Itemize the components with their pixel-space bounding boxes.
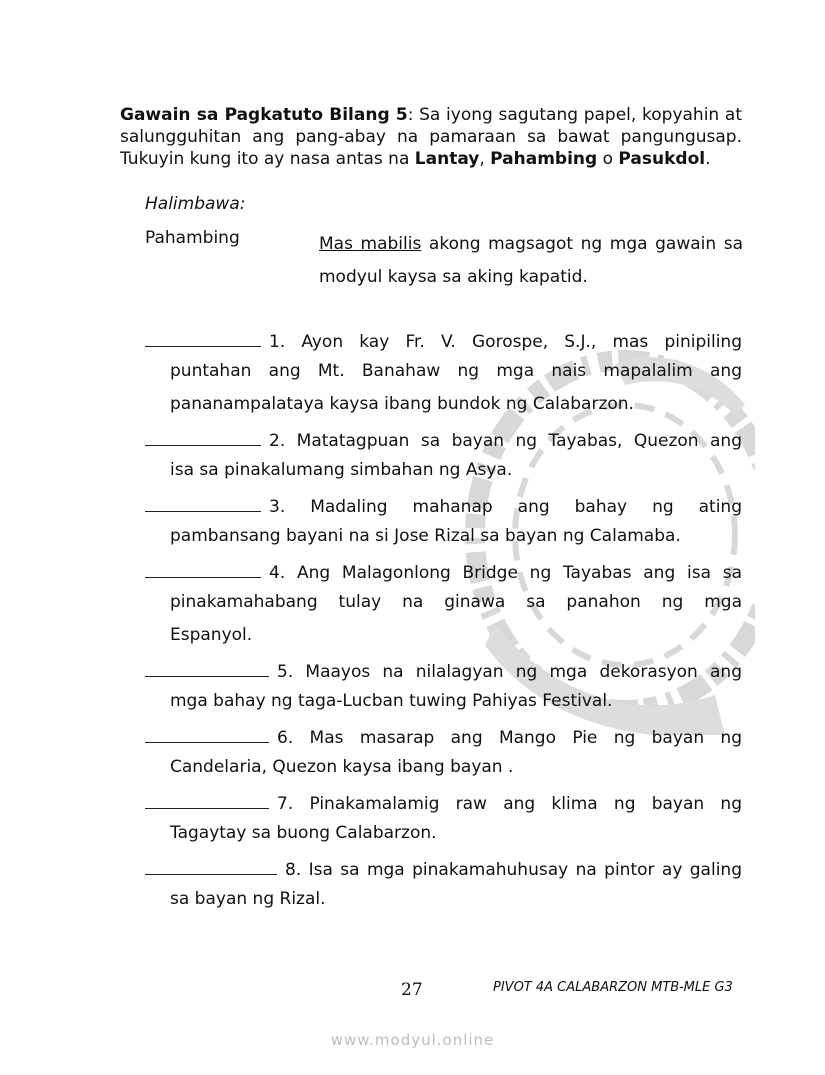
example-sentence-rest: akong magsagot ng mga gawain sa modyul kaysa sa aking kapatid.: [319, 234, 743, 287]
answer-blank[interactable]: [145, 718, 269, 743]
answer-blank[interactable]: [145, 322, 261, 347]
exercise-sentence-continuation: Tagaytay sa buong Calabarzon.: [170, 823, 437, 843]
exercise-first-line: [145, 553, 742, 586]
exercise-sentence-continuation: pananampalataya kaysa ibang bundok ng Calabarzon.: [170, 394, 634, 414]
exercise-sentence-continuation: pinakamahabang tulay na ginawa sa panahon ng mga: [170, 592, 742, 612]
exercise-sentence-continuation: sa bayan ng Rizal.: [170, 889, 326, 909]
exercise-sentence-continuation: Espanyol.: [170, 625, 253, 645]
answer-blank[interactable]: [145, 553, 261, 578]
level-lantay: Lantay: [414, 149, 480, 169]
exercise-item: [145, 850, 742, 916]
answer-blank[interactable]: [145, 652, 269, 677]
page-number: 27: [401, 980, 423, 1000]
watermark-url: www.modyul.online: [330, 1031, 495, 1049]
exercise-sentence-start: 4. Ang Malagonlong Bridge ng Tayabas ang isa sa: [269, 563, 742, 583]
exercise-first-line: [145, 652, 742, 685]
example-sentence: [319, 228, 743, 294]
exercise-first-line: [145, 850, 742, 883]
exercise-sentence-start: 8. Isa sa mga pinakamahuhusay na pintor ay galing: [285, 860, 742, 880]
separator: o: [597, 149, 619, 169]
separator: ,: [479, 149, 491, 169]
example-underlined-adverb: Mas mabilis: [319, 234, 422, 254]
exercise-sentence-start: 6. Mas masarap ang Mango Pie ng bayan ng: [277, 728, 742, 748]
exercise-sentence-start: 7. Pinakamalamig raw ang klima ng bayan ng: [277, 794, 742, 814]
exercise-first-line: [145, 784, 742, 817]
activity-instruction: [120, 104, 742, 170]
period: .: [705, 149, 711, 169]
example-label: Halimbawa:: [145, 194, 246, 214]
answer-blank[interactable]: [145, 850, 277, 875]
exercise-sentence-start: 2. Matatagpuan sa bayan ng Tayabas, Quezon ang: [269, 431, 742, 451]
exercise-sentence-continuation: mga bahay ng taga-Lucban tuwing Pahiyas Festival.: [170, 691, 613, 711]
exercise-first-line: [145, 487, 742, 520]
exercise-item: [145, 487, 742, 553]
level-pahambing: Pahambing: [490, 149, 598, 169]
exercise-item: [145, 322, 742, 421]
exercise-first-line: [145, 718, 742, 751]
instruction-text: : Sa iyong sagutang papel, kopyahin at salungguhitan ang pang-abay na pamaraan sa bawat pangungusap. Tukuyin kung ito ay nasa antas na: [120, 105, 742, 169]
footer-code: PIVOT 4A CALABARZON MTB-MLE G3: [493, 980, 733, 995]
level-pasukdol: Pasukdol: [618, 149, 706, 169]
exercise-sentence-start: 3. Madaling mahanap ang bahay ng ating: [269, 497, 742, 517]
exercise-sentence-continuation: puntahan ang Mt. Banahaw ng mga nais mapalalim ang: [170, 361, 742, 381]
exercise-list: [145, 322, 742, 916]
activity-title: Gawain sa Pagkatuto Bilang 5: [120, 105, 408, 125]
example-answer: Pahambing: [145, 228, 240, 248]
exercise-item: [145, 553, 742, 652]
answer-blank[interactable]: [145, 784, 269, 809]
exercise-item: [145, 652, 742, 718]
exercise-sentence-continuation: pambansang bayani na si Jose Rizal sa bayan ng Calamaba.: [170, 526, 681, 546]
exercise-sentence-continuation: isa sa pinakalumang simbahan ng Asya.: [170, 460, 513, 480]
exercise-item: [145, 421, 742, 487]
exercise-sentence-start: 5. Maayos na nilalagyan ng mga dekorasyon ang: [277, 662, 742, 682]
exercise-item: [145, 718, 742, 784]
answer-blank[interactable]: [145, 421, 261, 446]
exercise-sentence-start: 1. Ayon kay Fr. V. Gorospe, S.J., mas pinipiling: [269, 332, 742, 352]
exercise-sentence-continuation: Candelaria, Quezon kaysa ibang bayan .: [170, 757, 514, 777]
exercise-first-line: [145, 421, 742, 454]
exercise-first-line: [145, 322, 742, 355]
exercise-item: [145, 784, 742, 850]
answer-blank[interactable]: [145, 487, 261, 512]
